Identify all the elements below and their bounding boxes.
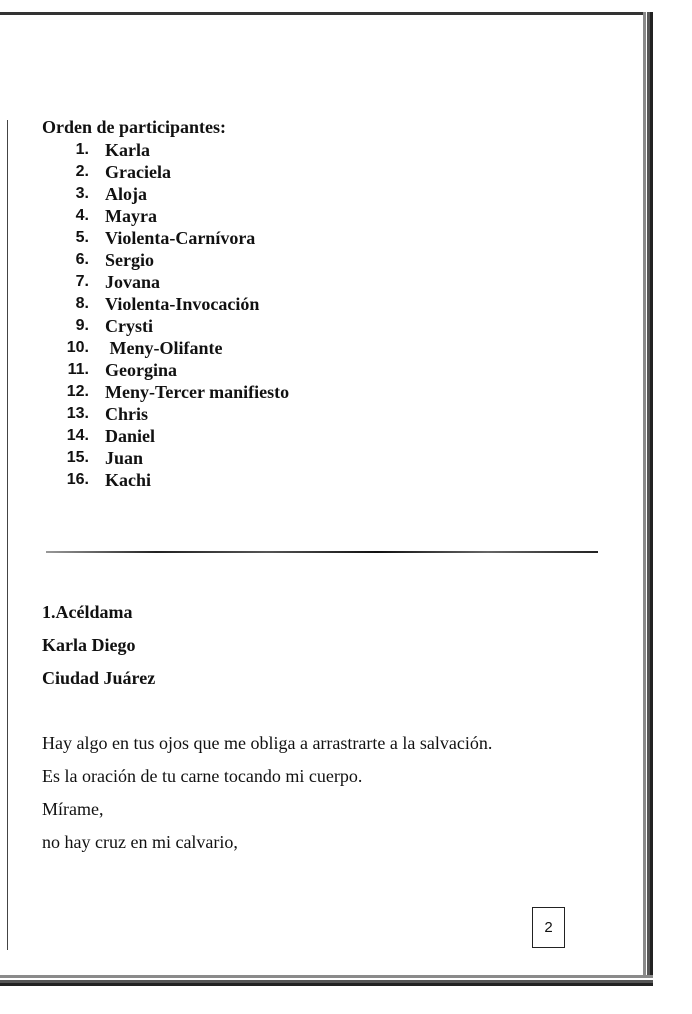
participant-name: Chris xyxy=(105,404,149,424)
participants-heading: Orden de participantes: xyxy=(42,117,226,137)
participant-name: Violenta-Invocación xyxy=(105,294,260,314)
participant-name: Georgina xyxy=(105,360,177,380)
list-item-number: 9. xyxy=(75,317,89,334)
section-divider xyxy=(46,551,598,553)
poem-author: Karla Diego xyxy=(42,635,136,655)
poem-line: no hay cruz en mi calvario, xyxy=(42,832,238,852)
list-item-number: 12. xyxy=(66,383,89,400)
participant-name: Juan xyxy=(105,448,144,468)
list-item-number: 1. xyxy=(75,141,89,158)
list-item-number: 8. xyxy=(75,295,89,312)
list-item-number: 10. xyxy=(66,339,89,356)
list-item-number: 6. xyxy=(75,251,89,268)
participant-name: Kachi xyxy=(105,470,152,490)
participant-name: Mayra xyxy=(105,206,157,226)
participant-name: Graciela xyxy=(105,162,171,182)
poem-line: Mírame, xyxy=(42,799,104,819)
list-item-number: 16. xyxy=(66,471,89,488)
poem-city: Ciudad Juárez xyxy=(42,668,156,688)
participant-name: Karla xyxy=(105,140,150,160)
list-item-number: 5. xyxy=(75,229,89,246)
participant-name: Crysti xyxy=(105,316,153,336)
participant-name: Violenta-Carnívora xyxy=(105,228,256,248)
list-item-number: 3. xyxy=(75,185,89,202)
participant-name: Jovana xyxy=(105,272,161,292)
left-margin-rule xyxy=(7,120,8,950)
participant-name: Sergio xyxy=(105,250,154,270)
list-item-number: 11. xyxy=(67,361,89,378)
page-border-top xyxy=(0,12,652,15)
list-item-number: 14. xyxy=(66,427,89,444)
list-item-number: 2. xyxy=(75,163,89,180)
poem-line: Es la oración de tu carne tocando mi cuerpo. xyxy=(42,766,363,786)
page-border-right xyxy=(643,12,653,986)
page-border-bottom xyxy=(0,975,653,986)
list-item-number: 13. xyxy=(66,405,89,422)
page-number-text: 2 xyxy=(544,919,553,936)
participant-name: Meny-Olifante xyxy=(105,338,223,358)
list-item-number: 7. xyxy=(75,273,89,290)
page-number xyxy=(532,907,565,948)
list-item-number: 15. xyxy=(66,449,89,466)
participant-name: Aloja xyxy=(105,184,147,204)
list-item-number: 4. xyxy=(75,207,89,224)
poem-line: Hay algo en tus ojos que me obliga a arrastrarte a la salvación. xyxy=(42,733,493,753)
participant-name: Meny-Tercer manifiesto xyxy=(105,382,290,402)
poem-title: 1.Acéldama xyxy=(42,602,133,622)
participant-name: Daniel xyxy=(105,426,156,446)
